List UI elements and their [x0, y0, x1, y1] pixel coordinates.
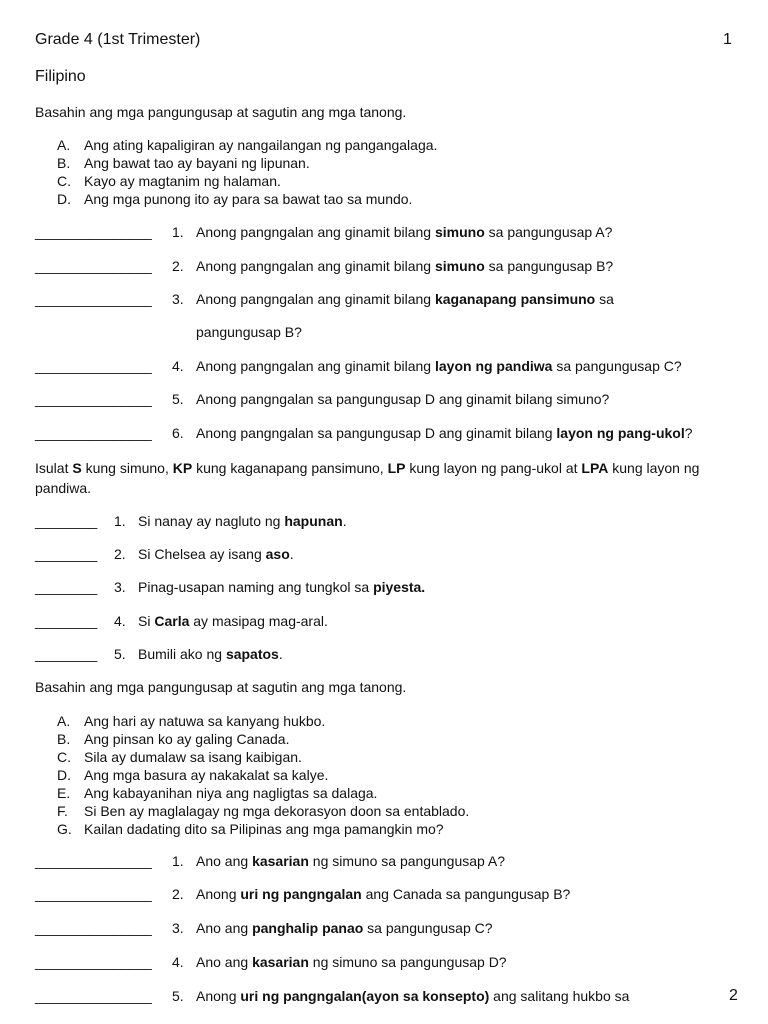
question-text-pre: Si nanay ay nagluto ng — [138, 513, 285, 529]
question-text-pre: Anong pangngalan ang ginamit bilang — [196, 258, 435, 274]
question-text — [138, 646, 283, 662]
answer-blank: _______________ — [35, 954, 152, 970]
subject-heading: Filipino — [35, 68, 86, 85]
question-text-post: ang salitang hukbo sa — [489, 988, 630, 1004]
question-text-post: sa — [595, 291, 614, 307]
question-text — [196, 224, 612, 240]
question-keyword: aso — [265, 546, 290, 562]
answer-blank: _______________ — [35, 291, 152, 307]
question-keyword: uri ng pangngalan(ayon sa konsepto) — [240, 988, 490, 1004]
sentence-text: Ang bawat tao ay bayani ng lipunan. — [84, 155, 310, 171]
question-text-post: ang Canada sa pangungusap B? — [361, 886, 571, 902]
section2-instruction — [35, 458, 740, 498]
answer-blank: _______________ — [35, 224, 152, 240]
sentence-letter: G. — [57, 821, 72, 837]
answer-blank: ________ — [35, 646, 98, 662]
question-keyword: layon ng pandiwa — [434, 358, 553, 374]
question-text-pre: Anong pangngalan sa pangungusap D ang ginamit bilang simuno? — [196, 391, 610, 407]
answer-blank: _______________ — [35, 391, 152, 407]
question-text — [138, 513, 347, 529]
answer-blank: _______________ — [35, 988, 152, 1004]
question-keyword: panghalip panao — [252, 920, 364, 936]
question-text-post: . — [278, 646, 283, 662]
question-number: 2. — [114, 546, 126, 562]
instruction-text: kung simuno, — [81, 460, 173, 476]
question-text-pre: Pinag-usapan naming ang tungkol sa — [138, 579, 374, 595]
question-text — [196, 988, 629, 1004]
question-keyword: piyesta. — [373, 579, 426, 595]
question-text — [138, 579, 425, 595]
sentence-text: Ang ating kapaligiran ay nangailangan ng pangangalaga. — [84, 137, 438, 153]
code-label: S — [72, 460, 82, 476]
answer-blank: ________ — [35, 546, 98, 562]
question-text — [196, 853, 505, 869]
question-keyword: sapatos — [225, 646, 279, 662]
sentence-letter: B. — [57, 155, 71, 171]
question-keyword: uri ng pangngalan — [240, 886, 362, 902]
question-number: 3. — [172, 920, 184, 936]
answer-blank: ________ — [35, 579, 98, 595]
question-text-pre: Si — [138, 613, 155, 629]
sentence-text: Kayo ay magtanim ng halaman. — [84, 173, 281, 189]
question-number: 6. — [172, 425, 184, 441]
question-text-pre: Anong pangngalan ang ginamit bilang — [196, 358, 435, 374]
question-text-post: sa pangungusap C? — [552, 358, 682, 374]
question-text — [196, 954, 507, 970]
question-text — [196, 358, 682, 374]
sentence-letter: C. — [57, 749, 71, 765]
document-title: Grade 4 (1st Trimester) — [35, 31, 201, 48]
question-number: 3. — [172, 291, 184, 307]
sentence-letter: D. — [57, 191, 71, 207]
sentence-letter: D. — [57, 767, 71, 783]
section1-instruction: Basahin ang mga pangungusap at sagutin ang mga tanong. — [35, 104, 407, 120]
question-text-post: sa pangungusap C? — [363, 920, 493, 936]
question-text-pre: Bumili ako ng — [138, 646, 226, 662]
question-text — [196, 425, 693, 441]
question-text — [196, 291, 614, 307]
sentence-letter: A. — [57, 137, 71, 153]
question-text-post: . — [289, 546, 294, 562]
sentence-letter: A. — [57, 713, 71, 729]
question-number: 5. — [114, 646, 126, 662]
answer-blank: _______________ — [35, 258, 152, 274]
question-number: 4. — [172, 954, 184, 970]
question-number: 2. — [172, 258, 184, 274]
question-keyword: kaganapang pansimuno — [434, 291, 596, 307]
sentence-text: Si Ben ay maglalagay ng mga dekorasyon doon sa entablado. — [84, 803, 470, 819]
question-number: 1. — [172, 224, 184, 240]
question-text-post: sa pangungusap A? — [484, 224, 613, 240]
question-text — [138, 546, 294, 562]
question-number: 5. — [172, 391, 184, 407]
question-text-continued: pangungusap B? — [196, 324, 302, 340]
code-label: LP — [387, 460, 406, 476]
answer-blank: _______________ — [35, 425, 152, 441]
question-keyword: kasarian — [252, 853, 309, 869]
sentence-text: Ang pinsan ko ay galing Canada. — [84, 731, 290, 747]
question-text-pre: Anong pangngalan sa pangungusap D ang ginamit bilang — [196, 425, 557, 441]
question-text — [138, 613, 328, 629]
answer-blank: _______________ — [35, 853, 152, 869]
question-number: 3. — [114, 579, 126, 595]
question-number: 1. — [114, 513, 126, 529]
question-keyword: hapunan — [284, 513, 343, 529]
code-label: LPA — [581, 460, 609, 476]
question-text-pre: Anong — [196, 988, 241, 1004]
sentence-letter: F. — [57, 803, 68, 819]
question-text-pre: Anong — [196, 886, 241, 902]
sentence-text: Ang hari ay natuwa sa kanyang hukbo. — [84, 713, 326, 729]
answer-blank: ________ — [35, 613, 98, 629]
question-text-pre: Ano ang — [196, 920, 253, 936]
sentence-text: Ang mga basura ay nakakalat sa kalye. — [84, 767, 329, 783]
sentence-letter: C. — [57, 173, 71, 189]
sentence-text: Ang mga punong ito ay para sa bawat tao sa mundo. — [84, 191, 413, 207]
question-text-pre: Si Chelsea ay isang — [138, 546, 266, 562]
instruction-text: kung layon ng pandiwa. — [35, 460, 700, 496]
instruction-text: Isulat — [35, 460, 73, 476]
question-keyword: Carla — [154, 613, 190, 629]
question-text-post: . — [342, 513, 347, 529]
question-number: 4. — [172, 358, 184, 374]
section3-instruction: Basahin ang mga pangungusap at sagutin ang mga tanong. — [35, 679, 407, 695]
question-text — [196, 920, 493, 936]
instruction-text: kung layon ng pang-ukol at — [405, 460, 582, 476]
sentence-text: Kailan dadating dito sa Pilipinas ang mga pamangkin mo? — [84, 821, 444, 837]
question-number: 4. — [114, 613, 126, 629]
sentence-letter: E. — [57, 785, 71, 801]
question-text-post: ay masipag mag-aral. — [189, 613, 328, 629]
sentence-text: Ang kabayanihan niya ang nagligtas sa dalaga. — [84, 785, 378, 801]
page-number: 1 — [723, 31, 732, 48]
question-text-post: sa pangungusap B? — [484, 258, 614, 274]
sentence-letter: B. — [57, 731, 71, 747]
question-text-pre: Ano ang — [196, 853, 253, 869]
question-text — [196, 258, 613, 274]
question-text-pre: Ano ang — [196, 954, 253, 970]
answer-blank: ________ — [35, 513, 98, 529]
question-text-pre: Anong pangngalan ang ginamit bilang — [196, 224, 435, 240]
question-text-post: ng simuno sa pangungusap D? — [308, 954, 507, 970]
question-text — [196, 886, 570, 902]
question-number: 5. — [172, 988, 184, 1004]
question-text-post: ? — [684, 425, 693, 441]
question-keyword: layon ng pang-ukol — [556, 425, 685, 441]
question-number: 1. — [172, 853, 184, 869]
question-keyword: kasarian — [252, 954, 309, 970]
question-text — [196, 391, 609, 407]
question-text-post: ng simuno sa pangungusap A? — [308, 853, 506, 869]
answer-blank: _______________ — [35, 886, 152, 902]
page-number-2: 2 — [729, 987, 738, 1004]
instruction-text: kung kaganapang pansimuno, — [192, 460, 388, 476]
answer-blank: _______________ — [35, 358, 152, 374]
question-number: 2. — [172, 886, 184, 902]
question-text-pre: Anong pangngalan ang ginamit bilang — [196, 291, 435, 307]
answer-blank: _______________ — [35, 920, 152, 936]
question-keyword: simuno — [434, 258, 485, 274]
question-keyword: simuno — [434, 224, 485, 240]
sentence-text: Sila ay dumalaw sa isang kaibigan. — [84, 749, 302, 765]
code-label: KP — [172, 460, 193, 476]
